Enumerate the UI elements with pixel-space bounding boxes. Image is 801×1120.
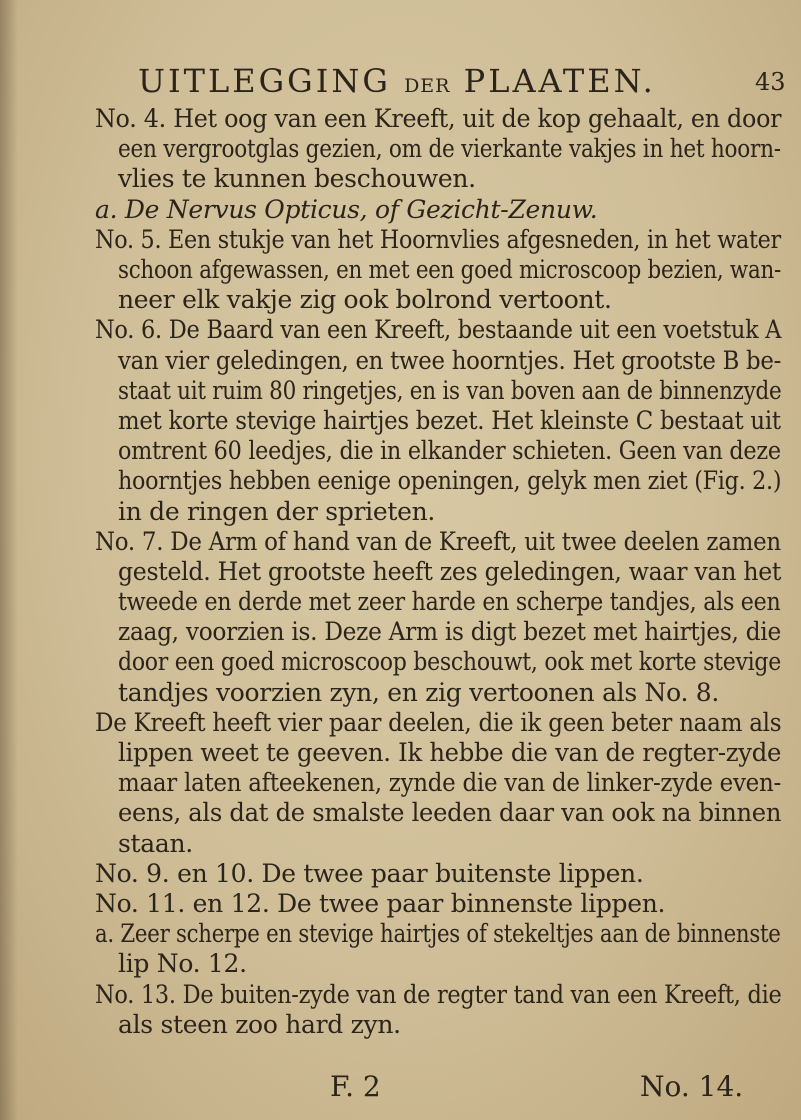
text-line: met korte stevige hairtjes bezet. Het kleinste C bestaat uit	[118, 406, 781, 435]
text-line: van vier geledingen, en twee hoorntjes. Het grootste B be-	[118, 346, 782, 375]
text-line: hoorntjes hebben eenige openingen, gelyk men ziet (Fig. 2.)	[118, 466, 782, 495]
running-head-small: DER	[404, 75, 451, 97]
text-line: vlies te kunnen beschouwen.	[118, 164, 476, 193]
text-line: in de ringen der sprieten.	[118, 497, 436, 526]
running-head-main: UITLEGGING	[138, 62, 391, 100]
figure-reference-right: No. 14.	[640, 1070, 744, 1103]
page-edge-shadow	[0, 0, 18, 1120]
running-head	[138, 62, 656, 100]
text-line: schoon afgewassen, en met een goed microscoop bezien, wan-	[118, 255, 781, 284]
text-line: lippen weet te geeven. Ik hebbe die van de regter-zyde	[118, 738, 782, 767]
text-line: tandjes voorzien zyn, en zig vertoonen als No. 8.	[118, 678, 719, 707]
text-line: eens, als dat de smalste leeden daar van ook na binnen	[118, 798, 782, 827]
text-line: a. Zeer scherpe en stevige hairtjes of stekeltjes aan de binnenste	[95, 919, 781, 948]
text-line: No. 11. en 12. De twee paar binnenste lippen.	[95, 889, 666, 918]
page-header	[0, 62, 801, 102]
text-line: No. 6. De Baard van een Kreeft, bestaande uit een voetstuk A	[95, 315, 782, 344]
text-line: maar laten afteekenen, zynde die van de linker-zyde even-	[118, 768, 781, 797]
text-line: als steen zoo hard zyn.	[118, 1010, 401, 1039]
text-line: a. De Nervus Opticus, of Gezicht-Zenuw.	[95, 195, 598, 224]
text-line: omtrent 60 leedjes, die in elkander schieten. Geen van deze	[118, 436, 781, 465]
text-line: No. 9. en 10. De twee paar buitenste lippen.	[95, 859, 644, 888]
text-line: tweede en derde met zeer harde en scherpe tandjes, als een	[118, 587, 781, 616]
text-line: De Kreeft heeft vier paar deelen, die ik geen beter naam als	[95, 708, 782, 737]
text-line: lip No. 12.	[118, 949, 247, 978]
text-line: staat uit ruim 80 ringetjes, en is van boven aan de binnenzyde	[118, 376, 782, 405]
text-line: staan.	[118, 829, 193, 858]
text-line: No. 5. Een stukje van het Hoornvlies afgesneden, in het water	[95, 225, 781, 254]
figure-reference-left: F. 2	[330, 1070, 381, 1103]
text-line: neer elk vakje zig ook bolrond vertoont.	[118, 285, 612, 314]
text-line: No. 7. De Arm of hand van de Kreeft, uit twee deelen zamen	[95, 527, 781, 556]
text-line: gesteld. Het grootste heeft zes geledingen, waar van het	[118, 557, 782, 586]
text-line: No. 13. De buiten-zyde van de regter tand van een Kreeft, die	[95, 980, 782, 1009]
page-number: 43	[755, 68, 786, 96]
text-line: door een goed microscoop beschouwt, ook met korte stevige	[118, 647, 781, 676]
running-head-end: PLAATEN.	[463, 62, 656, 100]
text-line: zaag, voorzien is. Deze Arm is digt bezet met hairtjes, die	[118, 617, 781, 646]
text-line: een vergrootglas gezien, om de vierkante vakjes in het hoorn-	[118, 134, 781, 163]
text-line: No. 4. Het oog van een Kreeft, uit de kop gehaalt, en door	[95, 104, 782, 133]
